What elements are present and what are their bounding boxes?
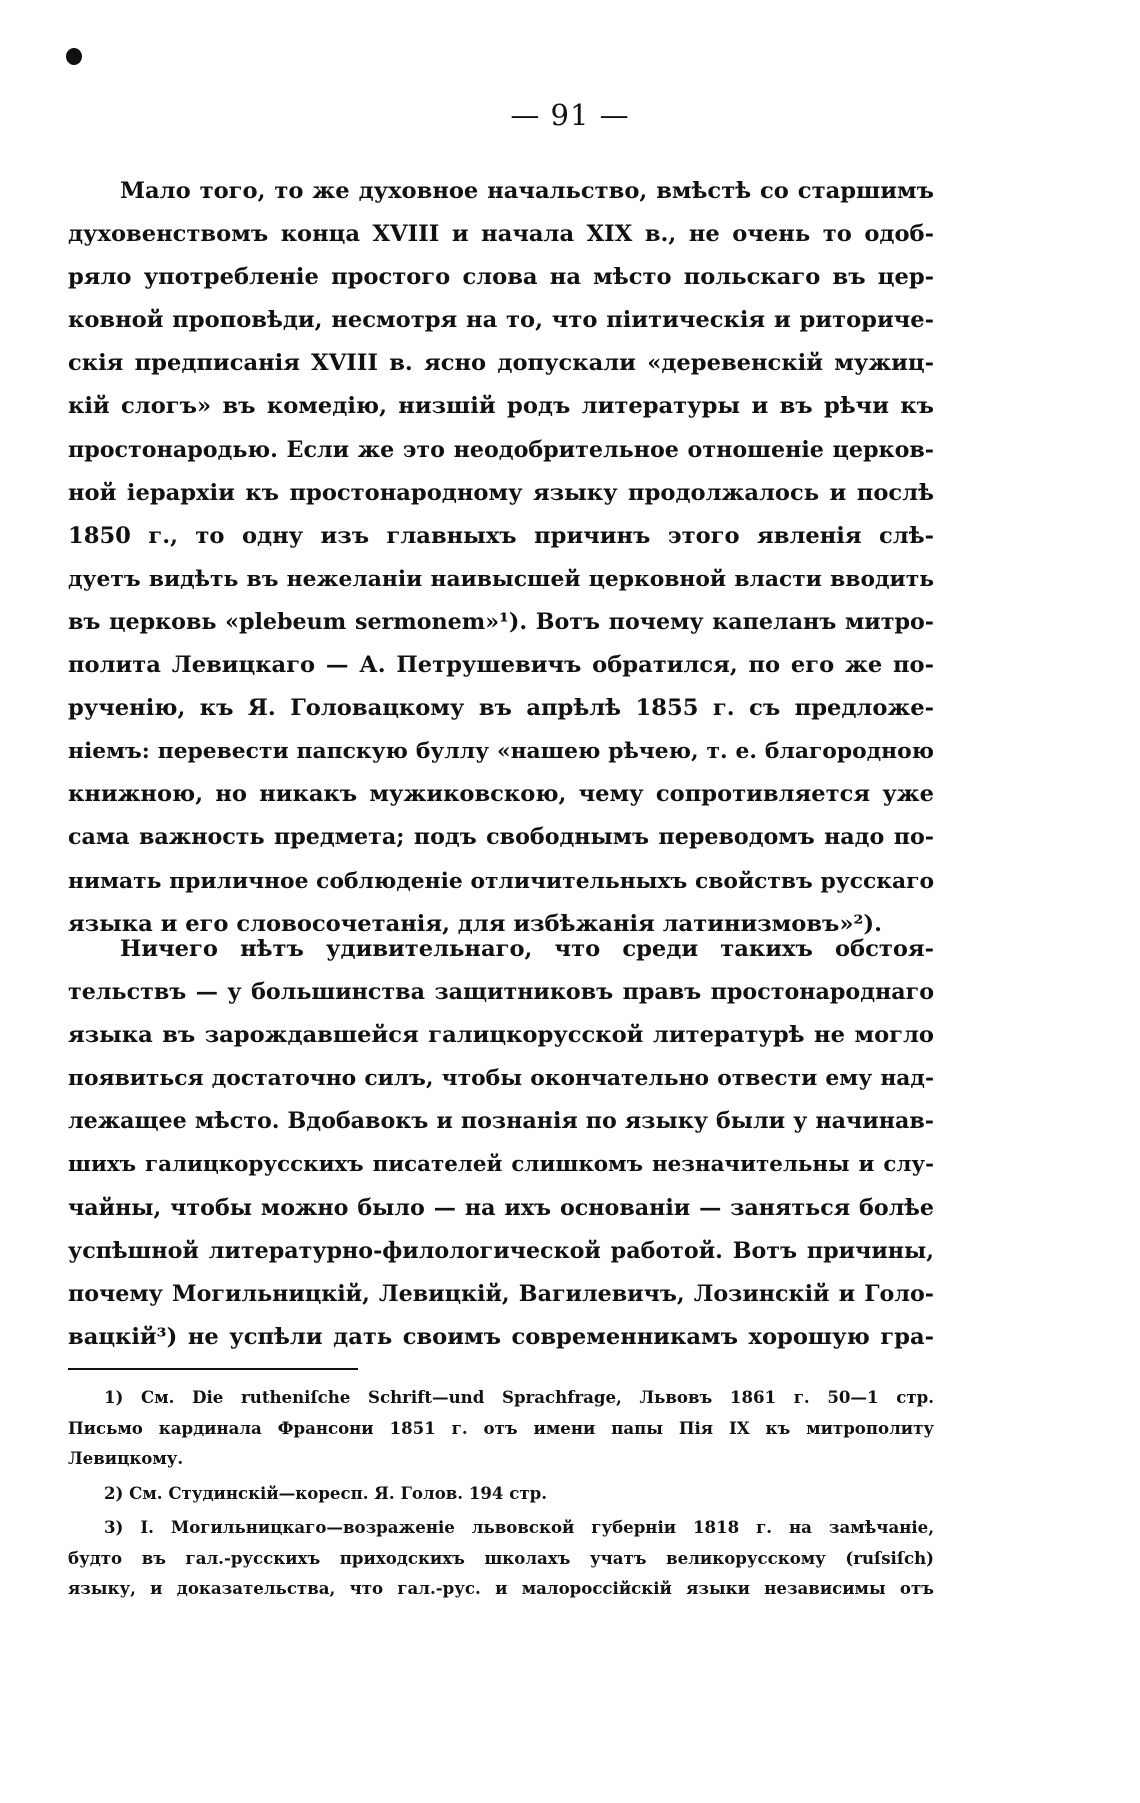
text-line: ковной проповѣди, несмотря на то, что піитическія и риториче-	[68, 307, 934, 334]
text-line: шихъ галицкорусскихъ писателей слишкомъ незначительны и слу-	[68, 1152, 934, 1178]
text-line: кій слогъ» въ комедію, низшій родъ литературы и въ рѣчи къ	[68, 393, 934, 420]
footnote-divider	[68, 1368, 358, 1370]
text-line: Мало того, то же духовное начальство, вмѣстѣ со старшимъ	[120, 178, 934, 204]
footnote-line: языку, и доказательства, что гал.-рус. и малороссійскій языки независимы отъ	[68, 1578, 934, 1598]
text-line: вацкій³) не успѣли дать своимъ современникамъ хорошую гра-	[68, 1323, 934, 1350]
text-line: дуетъ видѣть въ нежеланіи наивысшей церковной власти вводить	[68, 566, 934, 592]
paragraph-1	[68, 170, 934, 946]
footnote-3	[68, 1512, 934, 1604]
text-line: Ничего нѣтъ удивительнаго, что среди такихъ обстоя-	[120, 936, 934, 962]
page-number: — 91 —	[510, 98, 630, 132]
footnote-line: 3) І. Могильницкаго—возраженіе львовской губерніи 1818 г. на замѣчаніе,	[104, 1517, 934, 1537]
footnote-2	[68, 1478, 934, 1509]
text-line: книжною, но никакъ мужиковскою, чему сопротивляется уже	[68, 781, 934, 808]
text-line: простонародью. Если же это неодобрительное отношеніе церков-	[68, 436, 934, 463]
text-line: языка и его словосочетанія, для избѣжанія латинизмовъ»²).	[68, 910, 882, 937]
text-line: чайны, чтобы можно было — на ихъ основаніи — заняться болѣе	[68, 1194, 934, 1221]
text-line: духовенствомъ конца XVIII и начала XIX в., не очень то одоб-	[68, 221, 934, 248]
footnote-line: 1) См. Die rutheniſche Schrift—und Sprachfrage, Львовъ 1861 г. 50—1 стр.	[104, 1387, 934, 1407]
text-line: рученію, къ Я. Головацкому въ апрѣлѣ 1855 г. съ предложе-	[68, 695, 934, 722]
text-line: языка въ зарождавшейся галицкорусской литературѣ не могло	[68, 1022, 934, 1049]
footnote-line: будто въ гал.-русскихъ приходскихъ школахъ учатъ великорусскому (ruſsiſch)	[68, 1547, 934, 1568]
text-line: ніемъ: перевести папскую буллу «нашею рѣчею, т. е. благородною	[68, 739, 934, 765]
text-line: ной іерархіи къ простонародному языку продолжалось и послѣ	[68, 479, 934, 506]
footnotes	[68, 1382, 934, 1604]
text-line: нимать приличное соблюденіе отличительныхъ свойствъ русскаго	[68, 868, 934, 894]
text-line: сама важность предмета; подъ свободнымъ переводомъ надо по-	[68, 824, 934, 851]
text-line: почему Могильницкій, Левицкій, Вагилевичъ, Лозинскій и Голо-	[68, 1280, 934, 1307]
paragraph-2	[68, 928, 934, 1359]
footnote-1	[68, 1382, 934, 1474]
text-line: тельствъ — у большинства защитниковъ правъ простонароднаго	[68, 979, 934, 1006]
text-line: 1850 г., то одну изъ главныхъ причинъ этого явленія слѣ-	[68, 522, 934, 549]
text-line: скія предписанія XVIII в. ясно допускали «деревенскій мужиц-	[68, 350, 934, 377]
text-line: появиться достаточно силъ, чтобы окончательно отвести ему над-	[68, 1066, 934, 1092]
footnote-line: Письмо кардинала Франсони 1851 г. отъ имени папы Пія IX къ митрополиту	[68, 1417, 934, 1438]
footnote-line: Левицкому.	[68, 1448, 184, 1468]
text-line: полита Левицкаго — А. Петрушевичъ обратился, по его же по-	[68, 652, 934, 679]
text-line: въ церковь «plebeum sermonem»¹). Вотъ почему капеланъ митро-	[68, 608, 934, 635]
text-line: лежащее мѣсто. Вдобавокъ и познанія по языку были у начинав-	[68, 1108, 934, 1135]
footnote-line: 2) См. Студинскій—кореcп. Я. Голов. 194 стр.	[104, 1482, 548, 1503]
text-line: ряло употребленіе простого слова на мѣсто польскаго въ цер-	[68, 264, 934, 291]
ink-dot	[66, 48, 82, 65]
text-line: успѣшной литературно-филологической работой. Вотъ причины,	[68, 1237, 934, 1264]
